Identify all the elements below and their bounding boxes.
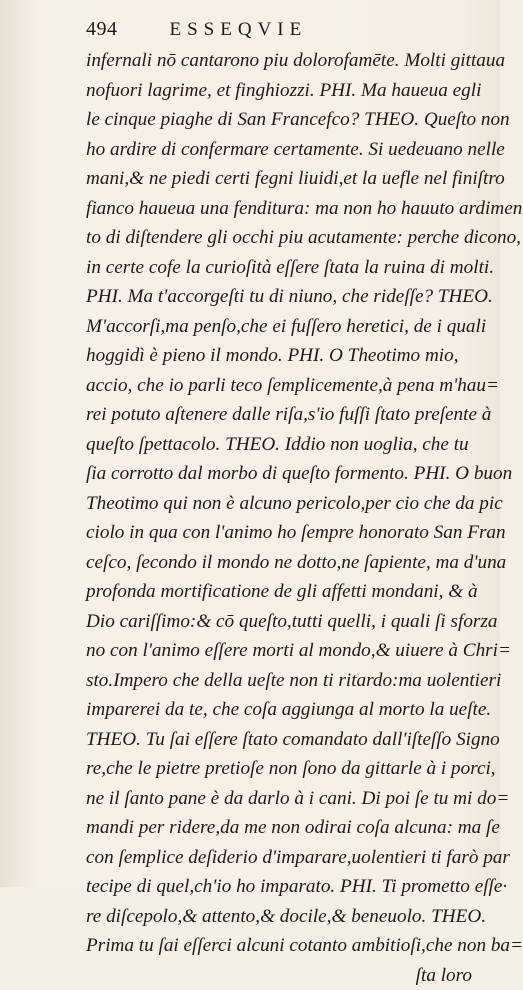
text-line: accio, che io parli teco ſemplicemente,à pena m'hau= (86, 371, 472, 401)
text-line: rei potuto aſtenere dalle riſa,s'io fuſſi ſtato preſente à (86, 400, 472, 430)
text-line: Theotimo qui non è alcuno pericolo,per cio che da pic (86, 489, 472, 519)
page-header (86, 18, 472, 44)
text-line: Dio cariſſimo:& cō queſto,tutti quelli, i quali ſi sforza (86, 607, 472, 637)
text-line: imparerei da te, che coſa aggiunga al morto la ueſte. (86, 695, 472, 725)
text-line: hoggidì è pieno il mondo. PHI. O Theotimo mio, (86, 341, 472, 371)
text-line: ciolo in qua con l'animo ho ſempre honorato San Fran (86, 518, 472, 548)
text-line: THEO. Tu ſai eſſere ſtato comandato dall'iſteſſo Signo (86, 725, 472, 755)
text-line: ne il ſanto pane è da darlo à i cani. Di poi ſe tu mi do= (86, 784, 472, 814)
text-line: infernali nō cantarono piu dolorofamēte. Molti gittaua (86, 46, 472, 76)
text-line: ceſco, ſecondo il mondo ne dotto,ne ſapiente, ma d'una (86, 548, 472, 578)
text-line: to di diſtendere gli occhi piu acutamente: perche dicono, (86, 223, 472, 253)
text-line: no con l'animo eſſere morti al mondo,& uiuere à Chri= (86, 636, 472, 666)
text-line: ho ardire di confermare certamente. Si uedeuano nelle (86, 135, 472, 165)
text-line: mandi per ridere,da me non odirai coſa alcuna: ma ſe (86, 813, 472, 843)
text-line: nofuori lagrime, et finghiozzi. PHI. Ma haueua egli (86, 76, 472, 106)
page-number: 494 (86, 18, 118, 41)
text-line: re,che le pietre pretioſe non ſono da gittarle à i porci, (86, 754, 472, 784)
text-line: PHI. Ma t'accorgeſti tu di niuno, che rideſſe? THEO. (86, 282, 472, 312)
text-line: Prima tu ſai eſſerci alcuni cotanto ambitioſi,che non ba= (86, 931, 472, 961)
text-line: tecipe di quel,ch'io ho imparato. PHI. Ti prometto eſſe· (86, 872, 472, 902)
text-line: in certe cofe la curioſità eſſere ſtata la ruina di molti. (86, 253, 472, 283)
text-line: le cinque piaghe di San Francefco? THEO. Queſto non (86, 105, 472, 135)
text-line: ſia corrotto dal morbo di queſto formento. PHI. O buon (86, 459, 472, 489)
text-line: con ſemplice deſiderio d'imparare,uolentieri ti farò par (86, 843, 472, 873)
running-head: ESSEQVIE (170, 19, 308, 41)
text-line: re diſcepolo,& attento,& docile,& beneuolo. THEO. (86, 902, 472, 932)
catchword: ſta loro (86, 961, 472, 990)
body-text (86, 46, 472, 990)
text-line: mani,& ne piedi certi fegni liuidi,et la uefle nel finiſtro (86, 164, 472, 194)
text-line: sto.Impero che della ueſte non ti ritardo:ma uolentieri (86, 666, 472, 696)
text-line: profonda mortificatione de gli affetti mondani, & à (86, 577, 472, 607)
text-line: queſto ſpettacolo. THEO. Iddio non uoglia, che tu (86, 430, 472, 460)
text-line: M'accorſi,ma penſo,che ei fuſſero heretici, de i quali (86, 312, 472, 342)
text-line: fianco haueua una fenditura: ma non ho hauuto ardimen (86, 194, 472, 224)
